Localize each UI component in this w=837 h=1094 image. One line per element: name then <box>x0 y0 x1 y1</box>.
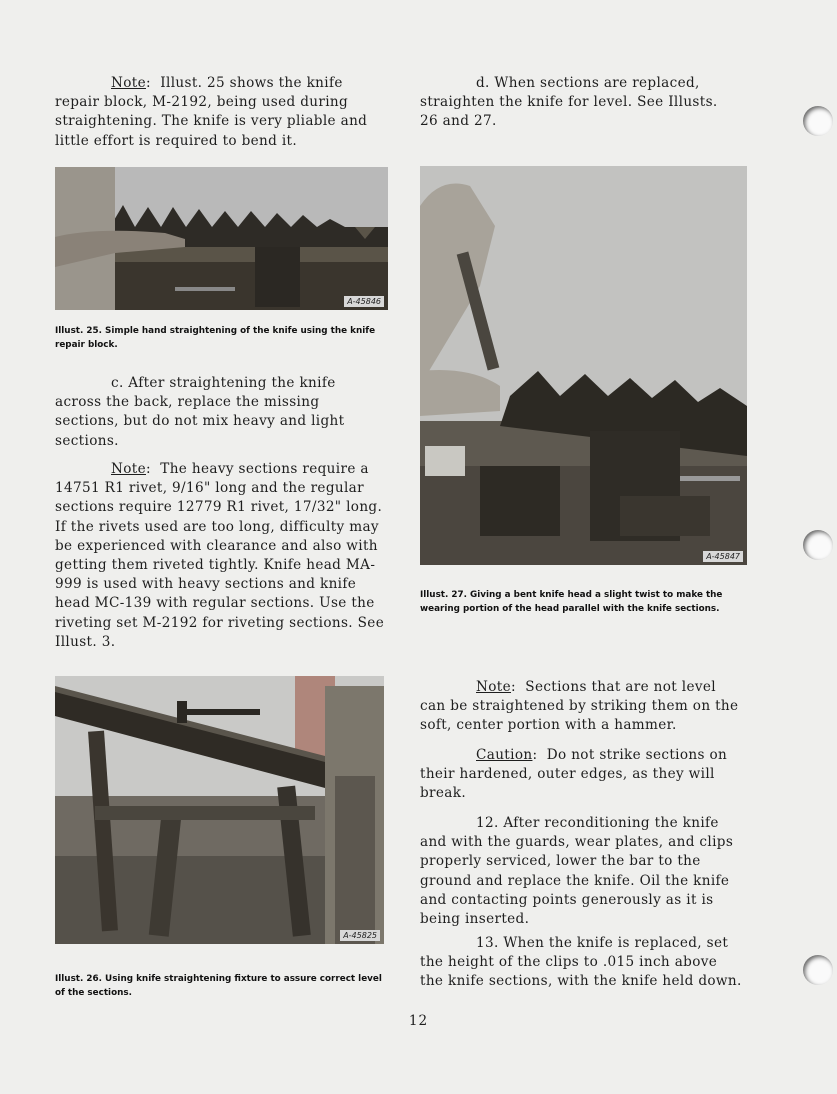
note-paragraph-rivets: Note: The heavy sections require a 14751 R1 rivet, 9/16" long and the regular sections require 12779 R1 rivet, 17/32" long. If the rivets used are too long, difficulty may be experienced with clearance and also with getting them riveted tightly. Knife head MA-999 is used with heavy sections and knife head MC-139 with regular sections. Use the riveting set M-2192 for riveting sections. See Illust. 3. <box>55 461 385 650</box>
illust-25-photo <box>55 167 388 310</box>
note-label: Note <box>476 679 511 695</box>
note-text: Sections that are not level can be straightened by striking them on the soft, center portion with a hammer. <box>420 679 739 734</box>
paragraph-12-text: 12. After reconditioning the knife and with the guards, wear plates, and clips properly serviced, lower the bar to the ground and replace the knife. Oil the knife and contacting points generously as it is being inserted. <box>420 815 734 928</box>
binder-hole-middle <box>803 530 833 560</box>
illust-25-caption: Illust. 25. Simple hand straightening of the knife using the knife repair block. <box>55 326 376 350</box>
note-text: The heavy sections require a 14751 R1 rivet, 9/16" long and the regular sections require 12779 R1 rivet, 17/32" long. If the rivets used are too long, difficulty may be experienced with clearance and also with getting them riveted tightly. Knife head MA-999 is used with heavy sections and knife head MC-139 with regular sections. Use the riveting set M-2192 for riveting sections. See Illust. 3. <box>55 461 385 650</box>
note-label: Note <box>111 461 146 477</box>
paragraph-12 <box>420 814 745 929</box>
note-label: Note <box>111 75 146 91</box>
illust-26-photo <box>55 676 384 944</box>
paragraph-d-text: d. When sections are replaced, straighten the knife for level. See Illusts. 26 and 27. <box>420 75 718 130</box>
paragraph-c-text: c. After straightening the knife across the back, replace the missing sections, but do not mix heavy and light sections. <box>55 375 345 449</box>
binder-hole-bottom <box>803 955 833 985</box>
paragraph-c <box>55 374 380 451</box>
illust-27-code: A-45847 <box>703 551 743 562</box>
caution-text: Do not strike sections on their hardened, outer edges, as they will break. <box>420 747 728 802</box>
caution-label: Caution <box>476 747 533 763</box>
note-text: Illust. 25 shows the knife repair block, M-2192, being used during straightening. The knife is very pliable and little effort is required to bend it. <box>55 75 368 149</box>
binder-hole-top <box>803 106 833 136</box>
illust-27-caption: Illust. 27. Giving a bent knife head a slight twist to make the wearing portion of the head parallel with the knife sections. <box>420 590 723 614</box>
illust-26-code: A-45825 <box>340 930 380 941</box>
illust-27-photo <box>420 166 747 565</box>
paragraph-13 <box>420 934 745 992</box>
paragraph-13-text: 13. When the knife is replaced, set the height of the clips to .015 inch above the knife sections, with the knife held down. <box>420 935 742 990</box>
page-number: 12 <box>408 1013 429 1029</box>
note-paragraph-illust25: Note: Illust. 25 shows the knife repair block, M-2192, being used during straightening. The knife is very pliable and little effort is required to bend it. <box>55 75 368 149</box>
paragraph-d <box>420 74 740 132</box>
illust-26-caption: Illust. 26. Using knife straightening fixture to assure correct level of the sections. <box>55 974 382 998</box>
note-paragraph-hammer: Note: Sections that are not level can be straightened by striking them on the soft, center portion with a hammer. <box>420 679 739 734</box>
illust-25-code: A-45846 <box>344 296 384 307</box>
caution-paragraph: Caution: Do not strike sections on their hardened, outer edges, as they will break. <box>420 747 728 802</box>
